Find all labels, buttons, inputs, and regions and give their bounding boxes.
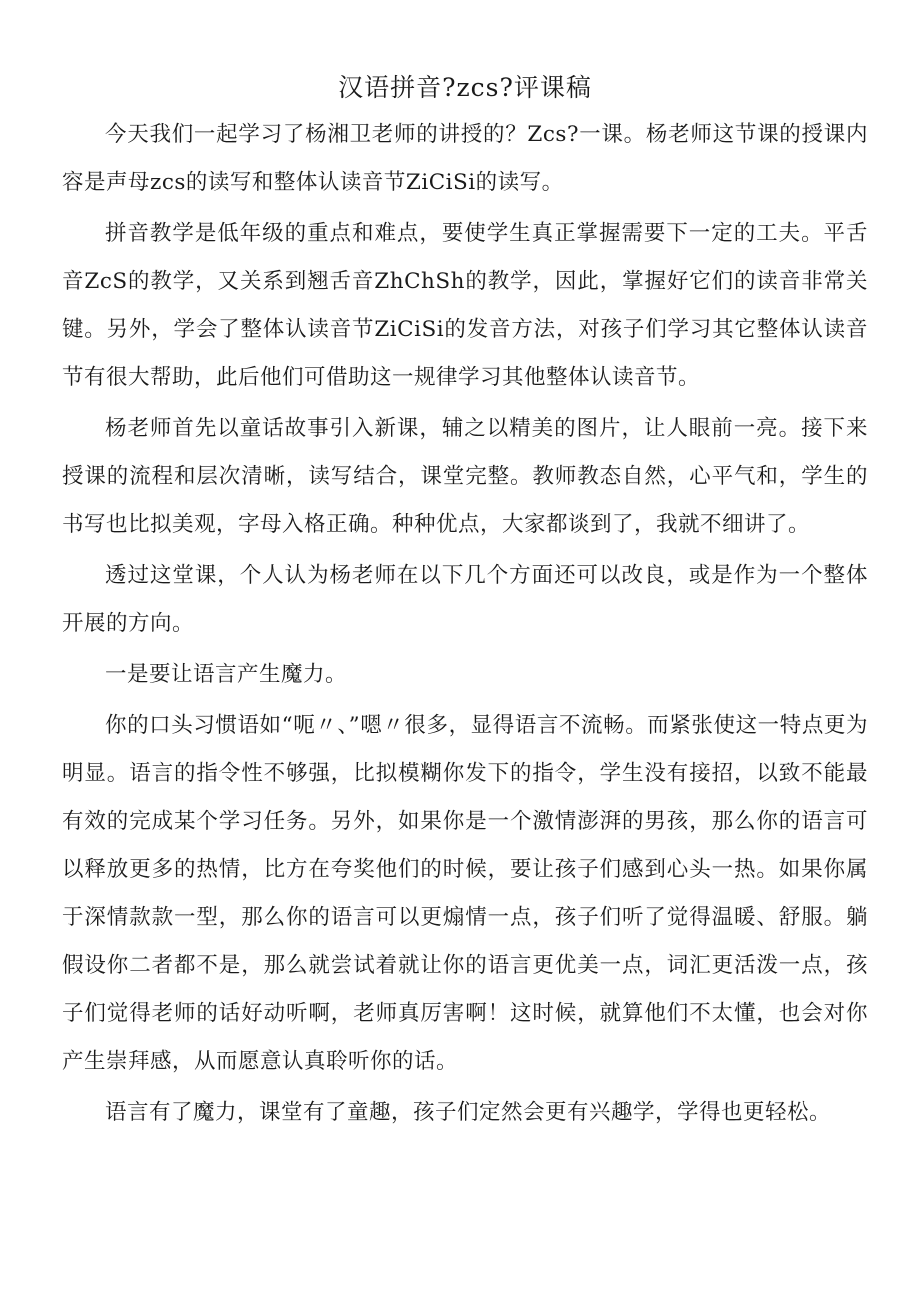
paragraph-improvements: 透过这堂课，个人认为杨老师在以下几个方面还可以改良，或是作为一个整体开展的方向。 [62,563,868,636]
paragraph-strengths: 杨老师首先以童话故事引入新课，辅之以精美的图片，让人眼前一亮。接下来授课的流程和层次清晰，读写结合，课堂完整。教师教态自然，心平气和，学生的书写也比拟美观，字母入格正确。种种优点，大家都谈到了，我就不细讲了。 [62,416,868,537]
paragraph-language-advice: 你的口头习惯语如“呃〃、”嗯〃很多，显得语言不流畅。而紧张使这一特点更为明显。语言的指令性不够强，比拟模糊你发下的指令，学生没有接招，以致不能最有效的完成某个学习任务。另外，如果你是一个激情澎湃的男孩，那么你的语言可以释放更多的热情，比方在夸奖他们的时候，要让孩子们感到心头一热。如果你属于深情款款一型，那么你的语言可以更煽情一点，孩子们听了觉得温暖、舒服。躺假设你二者都不是，那么就尝试着就让你的语言更优美一点，词汇更活泼一点，孩子们觉得老师的话好动听啊，老师真厉害啊！这时候，就算他们不太懂，也会对你产生崇拜感，从而愿意认真聆听你的话。 [62,713,868,1074]
paragraph-intro: 今天我们一起学习了杨湘卫老师的讲授的？Zcs?一课。杨老师这节课的授课内容是声母zcs的读写和整体认读音节ZiCiSi的读写。 [62,122,868,195]
paragraph-pinyin-teaching: 拼音教学是低年级的重点和难点，要使学生真正掌握需要下一定的工夫。平舌音ZcS的教学，又关系到翘舌音ZhChSh的教学，因此，掌握好它们的读音非常关键。另外，学会了整体认读音节ZiCiSi的发音方法，对孩子们学习其它整体认读音节有很大帮助，此后他们可借助这一规律学习其他整体认读音节。 [62,221,868,390]
paragraph-conclusion: 语言有了魔力，课堂有了童趣，孩子们定然会更有兴趣学，学得也更轻松。 [105,1100,832,1125]
paragraph-point-one: 一是要让语言产生魔力。 [105,662,348,687]
document-title: 汉语拼音?zcs?评课稿 [338,73,592,102]
